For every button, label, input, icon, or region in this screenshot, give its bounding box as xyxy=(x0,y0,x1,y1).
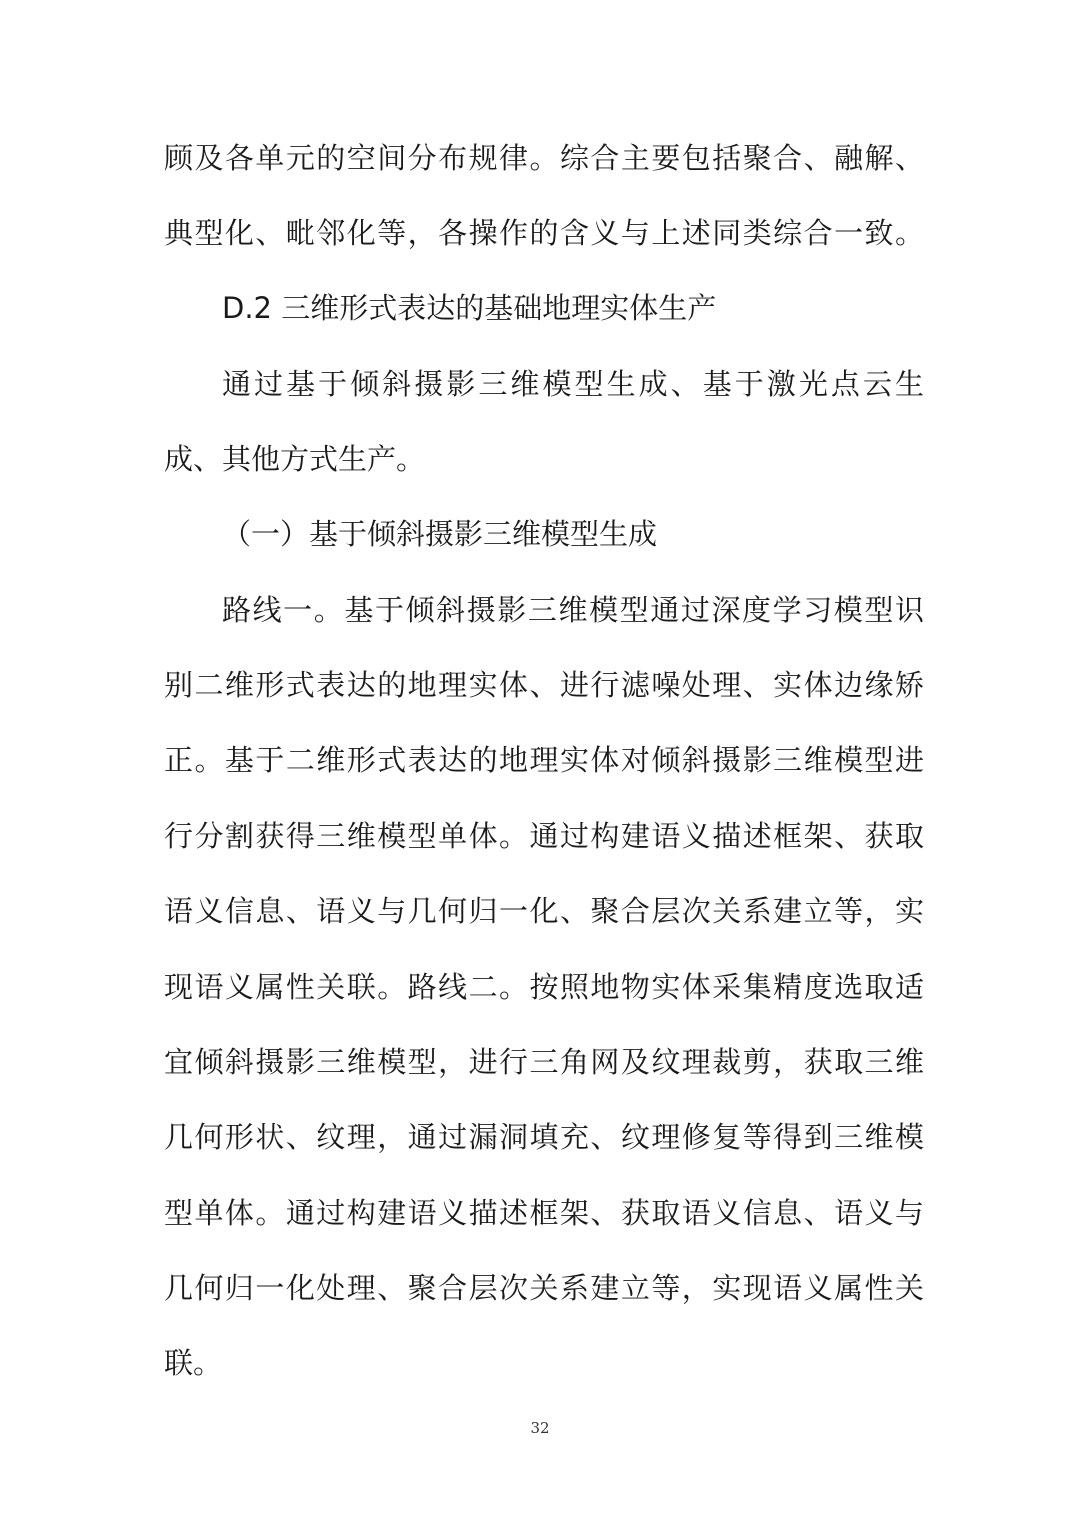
paragraph-line: 正。基于二维形式表达的地理实体对倾斜摄影三维模型进 xyxy=(164,743,924,777)
subsection-heading: （一）基于倾斜摄影三维模型生成 xyxy=(222,517,658,551)
paragraph-line: 成、其他方式生产。 xyxy=(164,442,426,476)
paragraph-line: 行分割获得三维模型单体。通过构建语义描述框架、获取 xyxy=(164,819,924,853)
paragraph-line: 几何形状、纹理，通过漏洞填充、纹理修复等得到三维模 xyxy=(164,1120,924,1154)
page-number: 32 xyxy=(530,1419,550,1437)
paragraph-line: 典型化、毗邻化等，各操作的含义与上述同类综合一致。 xyxy=(164,216,924,250)
paragraph-line: 别二维形式表达的地理实体、进行滤噪处理、实体边缘矫 xyxy=(164,668,924,702)
paragraph-line: 联。 xyxy=(164,1346,223,1380)
paragraph-line: 通过基于倾斜摄影三维模型生成、基于激光点云生 xyxy=(222,367,924,401)
paragraph-line: 型单体。通过构建语义描述框架、获取语义信息、语义与 xyxy=(164,1196,924,1230)
paragraph-line: 几何归一化处理、聚合层次关系建立等，实现语义属性关 xyxy=(164,1271,924,1305)
paragraph-line: 宜倾斜摄影三维模型，进行三角网及纹理裁剪，获取三维 xyxy=(164,1045,924,1079)
section-heading: D.2 三维形式表达的基础地理实体生产 xyxy=(222,291,717,325)
paragraph-line: 顾及各单元的空间分布规律。综合主要包括聚合、融解、 xyxy=(164,141,924,175)
paragraph-line: 现语义属性关联。路线二。按照地物实体采集精度选取适 xyxy=(164,970,924,1004)
paragraph-line: 路线一。基于倾斜摄影三维模型通过深度学习模型识 xyxy=(222,593,924,627)
paragraph-line: 语义信息、语义与几何归一化、聚合层次关系建立等，实 xyxy=(164,894,924,928)
